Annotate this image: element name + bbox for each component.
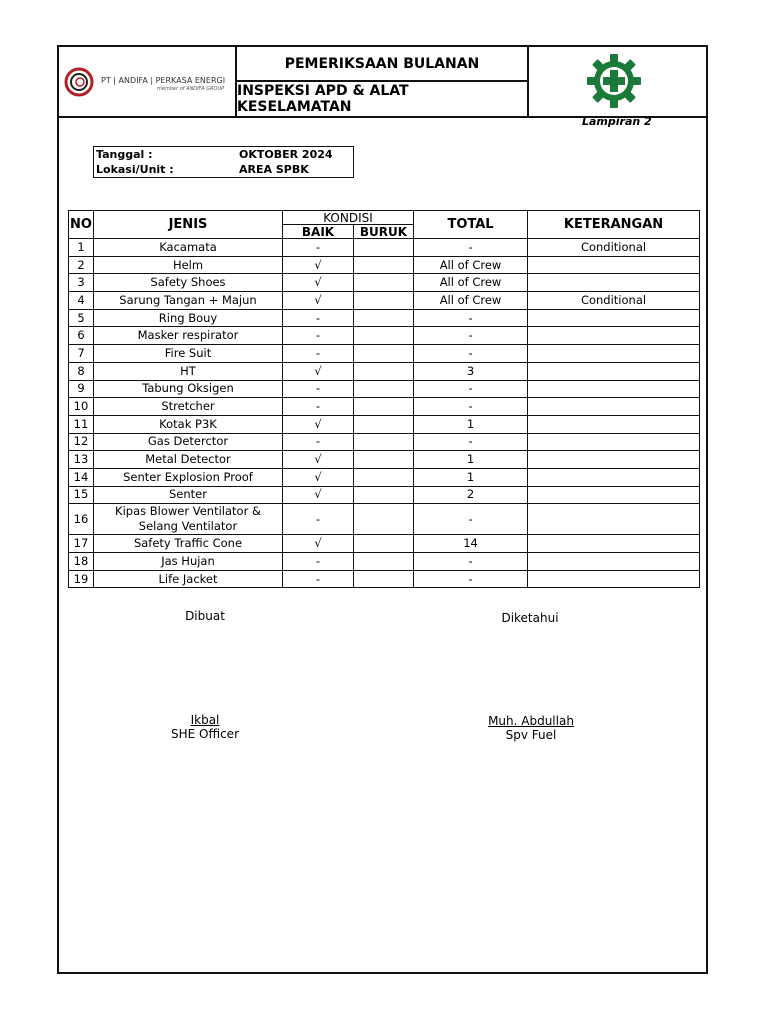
row-keterangan	[528, 327, 700, 345]
table-row	[69, 570, 700, 588]
row-jenis: Tabung Oksigen	[94, 380, 283, 398]
row-no: 3	[69, 274, 94, 292]
row-no: 12	[69, 433, 94, 451]
row-keterangan	[528, 309, 700, 327]
row-jenis: Masker respirator	[94, 327, 283, 345]
row-keterangan: Conditional	[528, 292, 700, 310]
row-buruk	[354, 570, 414, 588]
row-total: 1	[414, 468, 528, 486]
row-total: 1	[414, 415, 528, 433]
header-baik: BAIK	[283, 225, 354, 239]
acknowledged-name: Muh. Abdullah	[488, 714, 574, 728]
row-buruk	[354, 239, 414, 257]
row-total: -	[414, 380, 528, 398]
row-baik: √	[283, 468, 354, 486]
table-row	[69, 433, 700, 451]
row-baik: √	[283, 451, 354, 469]
row-jenis: Gas Deterctor	[94, 433, 283, 451]
inspection-table	[68, 210, 700, 588]
row-jenis	[94, 504, 283, 535]
acknowledged-role: Spv Fuel	[505, 728, 557, 742]
row-keterangan	[528, 433, 700, 451]
row-total: -	[414, 327, 528, 345]
row-total: All of Crew	[414, 274, 528, 292]
row-jenis: Ring Bouy	[94, 309, 283, 327]
row-total: -	[414, 504, 528, 535]
row-no: 14	[69, 468, 94, 486]
row-no: 16	[69, 504, 94, 535]
row-jenis: Kacamata	[94, 239, 283, 257]
date-label: Tanggal :	[96, 148, 153, 161]
row-jenis: Jas Hujan	[94, 553, 283, 571]
row-keterangan	[528, 486, 700, 504]
row-no: 11	[69, 415, 94, 433]
row-keterangan	[528, 362, 700, 380]
company-subtitle: member of ANDIFA GROUP	[157, 86, 225, 92]
row-no: 7	[69, 345, 94, 363]
row-baik: √	[283, 486, 354, 504]
row-no: 1	[69, 239, 94, 257]
row-jenis-line2: Selang Ventilator	[138, 519, 238, 534]
row-baik: √	[283, 292, 354, 310]
acknowledged-signature	[470, 714, 592, 742]
table-row	[69, 535, 700, 553]
table-row	[69, 362, 700, 380]
row-buruk	[354, 451, 414, 469]
row-jenis: Safety Shoes	[94, 274, 283, 292]
made-by-label: Dibuat	[185, 609, 225, 623]
row-no: 19	[69, 570, 94, 588]
header-total: TOTAL	[414, 211, 528, 239]
row-buruk	[354, 468, 414, 486]
row-baik: -	[283, 398, 354, 416]
row-buruk	[354, 398, 414, 416]
row-keterangan	[528, 256, 700, 274]
safety-emblem-cell	[529, 47, 706, 116]
table-row	[69, 327, 700, 345]
company-logo-cell	[59, 47, 237, 116]
row-baik: √	[283, 415, 354, 433]
table-row	[69, 553, 700, 571]
header-no: NO	[69, 211, 94, 239]
ring-logo-icon	[63, 67, 97, 97]
header-kondisi: KONDISI	[283, 211, 414, 225]
row-baik: -	[283, 309, 354, 327]
row-no: 4	[69, 292, 94, 310]
row-jenis: Senter Explosion Proof	[94, 468, 283, 486]
row-keterangan	[528, 468, 700, 486]
table-row	[69, 274, 700, 292]
row-no: 15	[69, 486, 94, 504]
row-baik: -	[283, 380, 354, 398]
row-no: 17	[69, 535, 94, 553]
table-row	[69, 504, 700, 535]
row-jenis: Helm	[94, 256, 283, 274]
acknowledged-label: Diketahui	[501, 611, 559, 625]
document-title-line1: PEMERIKSAAN BULANAN	[237, 47, 527, 82]
row-buruk	[354, 535, 414, 553]
info-box	[93, 146, 354, 178]
row-keterangan	[528, 553, 700, 571]
row-baik: -	[283, 570, 354, 588]
row-keterangan: Conditional	[528, 239, 700, 257]
row-total: All of Crew	[414, 292, 528, 310]
row-keterangan	[528, 451, 700, 469]
company-name: PT | ANDIFA | PERKASA ENERGI	[101, 76, 226, 85]
row-keterangan	[528, 570, 700, 588]
row-no: 18	[69, 553, 94, 571]
row-baik: -	[283, 345, 354, 363]
row-keterangan	[528, 504, 700, 535]
row-buruk	[354, 486, 414, 504]
row-buruk	[354, 309, 414, 327]
row-keterangan	[528, 345, 700, 363]
header-jenis: JENIS	[94, 211, 283, 239]
row-baik: √	[283, 362, 354, 380]
row-baik: -	[283, 433, 354, 451]
made-by-role: SHE Officer	[171, 727, 239, 741]
row-buruk	[354, 345, 414, 363]
made-by-signature	[150, 713, 260, 741]
document-header	[59, 47, 706, 118]
row-buruk	[354, 504, 414, 535]
row-keterangan	[528, 398, 700, 416]
row-buruk	[354, 274, 414, 292]
row-buruk	[354, 380, 414, 398]
row-baik: -	[283, 239, 354, 257]
row-baik: -	[283, 504, 354, 535]
row-no: 9	[69, 380, 94, 398]
row-total: -	[414, 239, 528, 257]
attachment-label: Lampiran 2	[582, 115, 652, 128]
row-jenis: Life Jacket	[94, 570, 283, 588]
document-title-line2: INSPEKSI APD & ALAT KESELAMATAN	[237, 83, 409, 115]
date-value: OKTOBER 2024	[239, 148, 333, 161]
table-row	[69, 468, 700, 486]
row-jenis: Stretcher	[94, 398, 283, 416]
row-total: 14	[414, 535, 528, 553]
row-keterangan	[528, 380, 700, 398]
row-baik: -	[283, 327, 354, 345]
row-keterangan	[528, 415, 700, 433]
row-total: All of Crew	[414, 256, 528, 274]
row-total: -	[414, 398, 528, 416]
row-total: 2	[414, 486, 528, 504]
table-row	[69, 345, 700, 363]
document-title-cell	[237, 47, 529, 116]
row-no: 6	[69, 327, 94, 345]
row-baik: √	[283, 535, 354, 553]
row-keterangan	[528, 535, 700, 553]
company-logo	[63, 67, 235, 97]
row-jenis: Metal Detector	[94, 451, 283, 469]
row-total: -	[414, 345, 528, 363]
location-value: AREA SPBK	[239, 163, 309, 176]
row-buruk	[354, 256, 414, 274]
row-buruk	[354, 327, 414, 345]
row-buruk	[354, 553, 414, 571]
table-row	[69, 309, 700, 327]
safety-cross-gear-icon	[585, 53, 643, 109]
row-keterangan	[528, 274, 700, 292]
row-jenis: Senter	[94, 486, 283, 504]
row-total: -	[414, 433, 528, 451]
row-jenis: Kotak P3K	[94, 415, 283, 433]
header-buruk: BURUK	[354, 225, 414, 239]
row-total: 3	[414, 362, 528, 380]
table-row	[69, 256, 700, 274]
table-row	[69, 451, 700, 469]
row-baik: √	[283, 274, 354, 292]
made-by-name: Ikbal	[190, 713, 220, 727]
table-row	[69, 380, 700, 398]
location-label: Lokasi/Unit :	[96, 163, 174, 176]
row-buruk	[354, 362, 414, 380]
row-buruk	[354, 292, 414, 310]
row-total: -	[414, 570, 528, 588]
row-jenis-line1: Kipas Blower Ventilator &	[115, 504, 261, 519]
row-total: 1	[414, 451, 528, 469]
table-row	[69, 415, 700, 433]
row-no: 10	[69, 398, 94, 416]
table-row	[69, 486, 700, 504]
row-no: 5	[69, 309, 94, 327]
table-row	[69, 239, 700, 257]
row-no: 8	[69, 362, 94, 380]
row-baik: -	[283, 553, 354, 571]
row-buruk	[354, 433, 414, 451]
row-jenis: Sarung Tangan + Majun	[94, 292, 283, 310]
row-total: -	[414, 553, 528, 571]
row-jenis: Fire Suit	[94, 345, 283, 363]
row-no: 13	[69, 451, 94, 469]
row-jenis: HT	[94, 362, 283, 380]
row-jenis: Safety Traffic Cone	[94, 535, 283, 553]
table-row	[69, 292, 700, 310]
row-baik: √	[283, 256, 354, 274]
header-keterangan: KETERANGAN	[528, 211, 700, 239]
table-row	[69, 398, 700, 416]
row-total: -	[414, 309, 528, 327]
row-buruk	[354, 415, 414, 433]
row-no: 2	[69, 256, 94, 274]
